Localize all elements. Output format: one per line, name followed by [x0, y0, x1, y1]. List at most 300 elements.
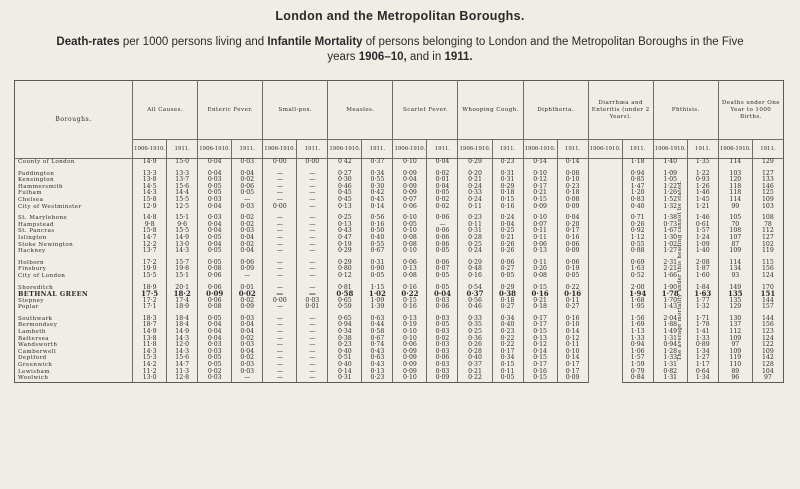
table-cell: 0·19: [393, 322, 427, 329]
table-cell: 0·06: [523, 242, 557, 249]
table-cell: 0·83: [622, 197, 653, 204]
table-cell: 0·15: [393, 298, 427, 305]
table-cell: 0·17: [523, 184, 557, 191]
borough-name: Wandsworth: [15, 342, 133, 349]
table-row: [15, 273, 784, 280]
table-cell: 0·04: [393, 177, 427, 184]
year-header: 1911.: [622, 140, 653, 159]
table-cell: 0·40: [492, 322, 523, 329]
borough-name: Stepney: [15, 298, 133, 305]
table-cell: 0·06: [393, 342, 427, 349]
table-cell: 0·00: [263, 298, 297, 305]
table-cell: 0·10: [557, 177, 588, 184]
table-cell: 18·7: [133, 322, 167, 329]
table-cell: 0·05: [198, 355, 232, 362]
table-cell: 0·05: [427, 285, 458, 292]
table-cell: 0·06: [198, 273, 232, 280]
table-cell: 0·02: [232, 215, 263, 222]
table-cell: 0·01: [297, 304, 328, 311]
table-cell: 0·16: [523, 291, 557, 298]
table-cell: 0·12: [523, 342, 557, 349]
borough-name: St. Pancras: [15, 228, 133, 235]
table-cell: 0·14: [523, 159, 557, 166]
table-cell: 125: [752, 190, 783, 197]
year-header: 1906-1910.: [523, 140, 557, 159]
table-cell: 1·66: [653, 273, 687, 280]
table-cell: —: [263, 242, 297, 249]
subtitle-part-2: per 1000 persons living and: [119, 36, 268, 48]
table-cell: 0·40: [328, 349, 362, 356]
table-cell: 0·13: [362, 369, 393, 376]
year-header: 1911.: [687, 140, 718, 159]
table-cell: 0·18: [492, 298, 523, 305]
table-cell: 0·23: [458, 215, 492, 222]
table-cell: 0·43: [328, 228, 362, 235]
table-cell: —: [263, 190, 297, 197]
table-cell: —: [297, 349, 328, 356]
table-cell: 13·8: [133, 336, 167, 343]
table-cell: 0·25: [328, 215, 362, 222]
table-cell: 2·31: [653, 260, 687, 267]
table-cell: 13·8: [133, 177, 167, 184]
table-cell: 1·45: [687, 197, 718, 204]
table-cell: 0·03: [427, 362, 458, 369]
table-cell: 0·03: [198, 215, 232, 222]
table-cell: —: [297, 375, 328, 382]
table-cell: —: [297, 260, 328, 267]
table-cell: 11·8: [133, 342, 167, 349]
table-cell: 1·31: [653, 336, 687, 343]
table-cell: —: [263, 222, 297, 229]
table-cell: 0·05: [232, 190, 263, 197]
table-cell: 1·12: [622, 235, 653, 242]
subtitle-part-4: of persons belonging to London and the Metropolitan Boroughs in the Five years: [327, 36, 744, 63]
table-cell: 0·34: [492, 355, 523, 362]
table-cell: 115: [752, 260, 783, 267]
table-row: [15, 248, 784, 255]
table-cell: 0·03: [198, 342, 232, 349]
table-cell: 14·4: [167, 190, 198, 197]
table-cell: 109: [752, 197, 783, 204]
table-cell: 0·24: [458, 248, 492, 255]
table-cell: 128: [752, 362, 783, 369]
table-cell: 0·55: [362, 242, 393, 249]
table-cell: 0·94: [622, 342, 653, 349]
borough-name: Battersea: [15, 336, 133, 343]
table-cell: 18·9: [133, 285, 167, 292]
table-cell: —: [263, 336, 297, 343]
table-cell: 0·05: [198, 190, 232, 197]
table-cell: —: [263, 177, 297, 184]
table-cell: 130: [718, 316, 752, 323]
table-cell: —: [232, 273, 263, 280]
table-cell: 0·10: [393, 228, 427, 235]
table-cell: 1·27: [687, 355, 718, 362]
table-cell: 14·5: [133, 184, 167, 191]
table-cell: 0·00: [263, 159, 297, 166]
table-cell: 0·25: [458, 329, 492, 336]
table-cell: 0·15: [523, 375, 557, 382]
borough-name: BETHNAL GREEN: [15, 291, 133, 298]
table-cell: 0·03: [198, 197, 232, 204]
table-cell: 1·30: [653, 235, 687, 242]
table-cell: 1·57: [622, 355, 653, 362]
table-cell: 0·03: [297, 298, 328, 305]
table-cell: 0·74: [362, 342, 393, 349]
table-cell: 14·2: [133, 362, 167, 369]
table-cell: 0·06: [492, 260, 523, 267]
table-cell: —: [263, 349, 297, 356]
subtitle-part-7: 1911.: [444, 51, 473, 63]
table-cell: 0·24: [458, 197, 492, 204]
table-cell: 109: [752, 349, 783, 356]
table-cell: 0·52: [622, 273, 653, 280]
table-cell: 0·35: [458, 322, 492, 329]
table-cell: 14·3: [167, 349, 198, 356]
table-cell: 151: [752, 291, 783, 298]
table-cell: 0·17: [523, 316, 557, 323]
table-cell: —: [297, 184, 328, 191]
table-cell: 0·88: [622, 248, 653, 255]
table-cell: —: [297, 342, 328, 349]
table-cell: —: [297, 177, 328, 184]
table-cell: 134: [718, 266, 752, 273]
borough-name: Shoreditch: [15, 285, 133, 292]
table-cell: 0·08: [198, 304, 232, 311]
table-cell: 0·20: [458, 171, 492, 178]
table-cell: 120: [718, 177, 752, 184]
table-cell: —: [263, 184, 297, 191]
table-cell: 0·31: [492, 177, 523, 184]
table-cell: 0·67: [362, 248, 393, 255]
table-cell: 9·8: [133, 222, 167, 229]
table-cell: —: [263, 260, 297, 267]
table-cell: 15·1: [167, 273, 198, 280]
table-cell: 0·16: [393, 304, 427, 311]
table-cell: 0·44: [362, 322, 393, 329]
table-cell: 1·40: [687, 248, 718, 255]
year-header: 1911.: [427, 140, 458, 159]
table-cell: 1·21: [687, 204, 718, 211]
table-cell: 0·05: [362, 273, 393, 280]
table-cell: 15·5: [167, 197, 198, 204]
table-cell: 14·9: [167, 235, 198, 242]
borough-name: Hammersmith: [15, 184, 133, 191]
table-cell: 12·9: [133, 204, 167, 211]
table-cell: —: [297, 322, 328, 329]
table-cell: 0·03: [232, 369, 263, 376]
table-cell: 0·04: [232, 349, 263, 356]
table-cell: 89: [718, 369, 752, 376]
table-cell: 1·87: [687, 266, 718, 273]
table-cell: 0·13: [393, 266, 427, 273]
table-cell: 142: [752, 355, 783, 362]
table-cell: 0·43: [362, 349, 393, 356]
table-cell: 0·10: [393, 329, 427, 336]
table-cell: 0·10: [393, 248, 427, 255]
table-cell: 0·61: [687, 222, 718, 229]
table-cell: 0·02: [198, 369, 232, 376]
table-cell: 108: [752, 215, 783, 222]
table-cell: 0·14: [523, 349, 557, 356]
table-cell: —: [263, 304, 297, 311]
table-cell: 0·04: [198, 329, 232, 336]
table-cell: 0·06: [427, 260, 458, 267]
table-cell: 1·33: [622, 336, 653, 343]
table-cell: —: [297, 355, 328, 362]
table-cell: 0·11: [492, 369, 523, 376]
table-cell: 0·06: [557, 260, 588, 267]
table-cell: 0·02: [232, 336, 263, 343]
table-cell: 0·05: [427, 190, 458, 197]
table-cell: 0·71: [622, 215, 653, 222]
table-cell: 0·00: [297, 159, 328, 166]
mortality-table: [14, 80, 784, 383]
table-cell: 78: [752, 222, 783, 229]
table-cell: 0·02: [427, 171, 458, 178]
table-cell: 0·29: [492, 285, 523, 292]
table-cell: 0·23: [557, 184, 588, 191]
borough-name: Southwark: [15, 316, 133, 323]
table-cell: 0·64: [687, 369, 718, 376]
table-cell: 0·10: [523, 215, 557, 222]
table-cell: 0·89: [687, 342, 718, 349]
table-cell: 1·63: [622, 266, 653, 273]
table-cell: 0·09: [232, 304, 263, 311]
group-header-infant-deaths: Deaths under One Year to 1000 Births.: [718, 81, 783, 140]
group-header-enteric-fever: Enteric Fever.: [198, 81, 263, 140]
table-cell: —: [297, 228, 328, 235]
table-cell: 1·56: [622, 316, 653, 323]
year-header: 1906-1910.: [393, 140, 427, 159]
table-cell: 11·2: [133, 369, 167, 376]
table-cell: 0·04: [232, 322, 263, 329]
page-subtitle: [50, 35, 750, 65]
table-cell: 114: [718, 159, 752, 166]
table-cell: 0·04: [557, 215, 588, 222]
table-cell: 0·06: [198, 298, 232, 305]
table-cell: 0·09: [393, 184, 427, 191]
table-cell: 0·29: [492, 184, 523, 191]
table-cell: 0·09: [393, 362, 427, 369]
table-cell: 17·2: [133, 298, 167, 305]
table-cell: 0·10: [523, 171, 557, 178]
table-cell: 14·3: [133, 190, 167, 197]
table-cell: 0·02: [232, 222, 263, 229]
table-cell: 0·33: [458, 190, 492, 197]
table-cell: 0·56: [362, 215, 393, 222]
table-cell: 119: [718, 355, 752, 362]
table-cell: 137: [718, 322, 752, 329]
table-cell: 114: [718, 260, 752, 267]
table-cell: 12·5: [167, 204, 198, 211]
table-cell: 0·31: [458, 228, 492, 235]
table-cell: 0·03: [232, 362, 263, 369]
table-cell: 0·13: [523, 336, 557, 343]
table-cell: 103: [718, 171, 752, 178]
table-cell: 0·94: [622, 171, 653, 178]
table-cell: 0·04: [198, 171, 232, 178]
table-cell: 15·5: [133, 273, 167, 280]
table-cell: 19·9: [133, 266, 167, 273]
table-cell: —: [297, 362, 328, 369]
table-cell: 14·9: [133, 159, 167, 166]
table-cell: 0·21: [458, 369, 492, 376]
table-cell: 103: [752, 204, 783, 211]
table-cell: 1·38: [653, 215, 687, 222]
table-cell: 0·16: [557, 291, 588, 298]
table-cell: —: [297, 171, 328, 178]
group-header-phthisis: Phthisis.: [653, 81, 718, 140]
table-cell: 127: [752, 235, 783, 242]
table-cell: 0·03: [198, 349, 232, 356]
table-cell: —: [297, 197, 328, 204]
table-cell: 0·05: [198, 362, 232, 369]
borough-name: Greenwich: [15, 362, 133, 369]
table-cell: 119: [752, 248, 783, 255]
table-cell: 0·03: [232, 228, 263, 235]
table-cell: 1·26: [687, 184, 718, 191]
year-header: 1906-1910.: [328, 140, 362, 159]
table-cell: 149: [718, 285, 752, 292]
table-cell: 1·95: [622, 304, 653, 311]
table-cell: 0·37: [458, 362, 492, 369]
year-header: 1906-1910.: [458, 140, 492, 159]
table-cell: 0·05: [198, 260, 232, 267]
table-cell: 112: [718, 329, 752, 336]
table-cell: 1·09: [362, 298, 393, 305]
table-cell: 14·8: [133, 215, 167, 222]
table-cell: 0·15: [523, 329, 557, 336]
table-cell: 0·94: [328, 322, 362, 329]
table-cell: 15·7: [167, 260, 198, 267]
table-cell: 14·3: [133, 349, 167, 356]
table-cell: 0·04: [198, 159, 232, 166]
table-cell: 1·09: [687, 242, 718, 249]
table-cell: 0·38: [492, 291, 523, 298]
table-cell: 1·43: [653, 304, 687, 311]
table-cell: 0·23: [492, 159, 523, 166]
year-header: 1906-1910.: [588, 140, 622, 159]
borough-name: City of London: [15, 273, 133, 280]
table-cell: —: [263, 291, 297, 298]
table-cell: 1·39: [362, 304, 393, 311]
table-cell: 1·71: [687, 316, 718, 323]
table-cell: 0·24: [492, 215, 523, 222]
table-cell: 0·06: [198, 285, 232, 292]
table-cell: —: [297, 273, 328, 280]
subtitle-part-1: Death-rates: [56, 36, 120, 48]
table-cell: 0·13: [393, 316, 427, 323]
table-cell: 70: [718, 222, 752, 229]
table-cell: 0·45: [328, 190, 362, 197]
table-cell: —: [297, 215, 328, 222]
table-cell: 12·0: [167, 342, 198, 349]
table-cell: 157: [752, 304, 783, 311]
table-cell: 0·06: [393, 260, 427, 267]
table-cell: 0·25: [492, 228, 523, 235]
table-cell: 0·80: [328, 266, 362, 273]
table-cell: 0·37: [458, 291, 492, 298]
table-cell: 0·08: [393, 242, 427, 249]
table-cell: 18·4: [167, 316, 198, 323]
table-cell: 0·55: [622, 242, 653, 249]
table-cell: 0·29: [458, 159, 492, 166]
table-cell: 0·25: [458, 242, 492, 249]
table-cell: 0·58: [328, 291, 362, 298]
table-cell: 0·43: [362, 362, 393, 369]
table-cell: —: [263, 362, 297, 369]
table-cell: 0·09: [393, 355, 427, 362]
year-header: 1906-1910.: [263, 140, 297, 159]
table-cell: 0·10: [393, 375, 427, 382]
table-cell: 0·16: [492, 204, 523, 211]
table-cell: 1·33: [687, 336, 718, 343]
table-cell: 0·40: [458, 355, 492, 362]
group-header-measles: Measles.: [328, 81, 393, 140]
table-cell: 0·04: [232, 171, 263, 178]
table-cell: —: [263, 235, 297, 242]
table-cell: 0·46: [458, 304, 492, 311]
table-cell: 0·06: [427, 215, 458, 222]
table-cell: —: [297, 204, 328, 211]
table-cell: —: [263, 369, 297, 376]
table-cell: 2·21: [653, 266, 687, 273]
table-cell: 107: [718, 235, 752, 242]
table-cell: 0·04: [427, 184, 458, 191]
table-cell: 0·40: [362, 235, 393, 242]
table-cell: 0·09: [232, 266, 263, 273]
table-cell: 1·15: [362, 285, 393, 292]
table-cell: 144: [752, 316, 783, 323]
table-cell: —: [297, 266, 328, 273]
borough-name: Hackney: [15, 248, 133, 255]
table-cell: 13·7: [133, 248, 167, 255]
table-cell: 0·63: [362, 355, 393, 362]
table-cell: —: [297, 222, 328, 229]
table-cell: 15·8: [133, 228, 167, 235]
table-cell: 0·04: [198, 322, 232, 329]
table-cell: 0·63: [362, 316, 393, 323]
table-cell: 0·18: [523, 304, 557, 311]
table-cell: 123: [752, 329, 783, 336]
table-cell: 0·33: [458, 316, 492, 323]
table-cell: 14·9: [167, 329, 198, 336]
table-cell: 0·01: [232, 285, 263, 292]
table-cell: 0·11: [557, 342, 588, 349]
table-cell: 0·02: [232, 177, 263, 184]
table-cell: 1·22: [687, 171, 718, 178]
table-cell: 0·18: [557, 190, 588, 197]
table-cell: 0·08: [523, 273, 557, 280]
table-cell: 1·40: [653, 159, 687, 166]
table-cell: 170: [752, 285, 783, 292]
table-cell: —: [263, 316, 297, 323]
table-cell: 0·15: [523, 197, 557, 204]
table-cell: 0·03: [427, 329, 458, 336]
table-cell: 1·33: [653, 355, 687, 362]
table-cell: 0·27: [328, 171, 362, 178]
table-cell: 0·09: [198, 291, 232, 298]
table-cell: 0·09: [393, 190, 427, 197]
table-cell: 1·18: [622, 159, 653, 166]
table-cell: 104: [752, 369, 783, 376]
table-row: [15, 304, 784, 311]
borough-name: Woolwich: [15, 375, 133, 382]
table-cell: 1·02: [653, 242, 687, 249]
table-cell: 0·12: [523, 177, 557, 184]
borough-name: Hampstead: [15, 222, 133, 229]
